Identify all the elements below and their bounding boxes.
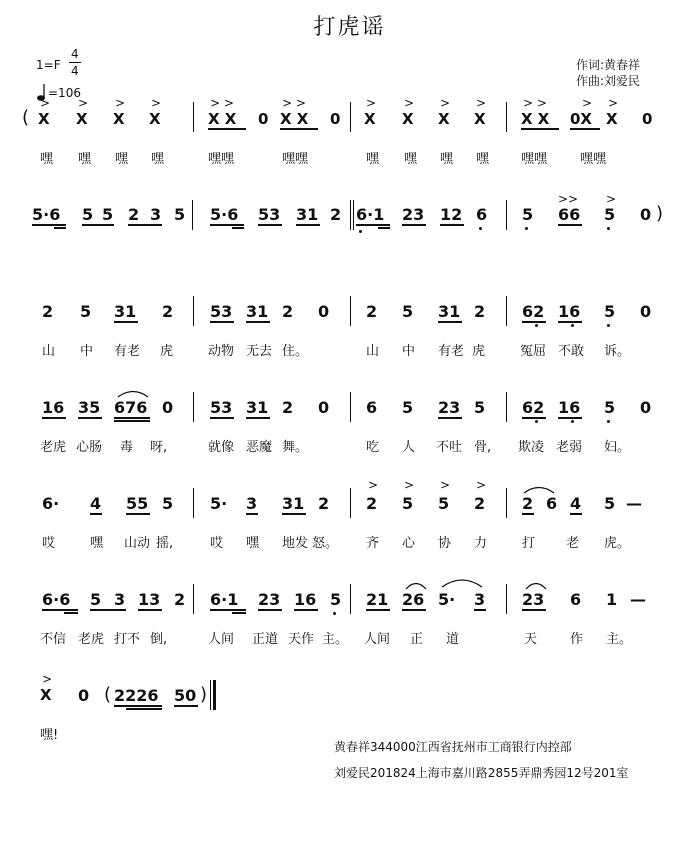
lyric: 哎 bbox=[42, 536, 56, 551]
note: 16 bbox=[42, 398, 65, 417]
lyric: 倒, bbox=[150, 632, 168, 647]
note: 31 bbox=[296, 205, 319, 224]
slur bbox=[404, 580, 428, 590]
barline bbox=[506, 200, 507, 230]
note: 4 bbox=[570, 494, 582, 513]
underline bbox=[54, 227, 66, 229]
underline bbox=[378, 227, 390, 229]
lyric: 冤屈 bbox=[520, 344, 547, 359]
slur bbox=[524, 580, 548, 590]
underline bbox=[126, 513, 150, 515]
composer-credit: 作曲:刘爱民 bbox=[576, 74, 641, 88]
accent-mark: > bbox=[440, 478, 451, 492]
note: 2 bbox=[128, 205, 140, 224]
note: 5 bbox=[438, 494, 450, 513]
lyric: 协 bbox=[438, 536, 452, 551]
note: 6 bbox=[546, 494, 558, 513]
note: X bbox=[364, 110, 376, 128]
lyric: 嘿嘿 bbox=[521, 152, 548, 167]
rest: 0 bbox=[640, 398, 652, 417]
underline bbox=[438, 417, 462, 419]
accent-mark: > bbox=[366, 96, 377, 110]
underline bbox=[128, 224, 162, 226]
lyric: 老 bbox=[566, 536, 580, 551]
note: 6 bbox=[570, 590, 582, 609]
note: 21 bbox=[366, 590, 389, 609]
barline bbox=[506, 102, 507, 132]
lyric: 嘿 bbox=[40, 152, 54, 167]
note: 6·1 bbox=[356, 205, 385, 224]
lyric: 摇, bbox=[156, 536, 174, 551]
accent-mark: > bbox=[115, 96, 126, 110]
time-signature-bottom: 4 bbox=[71, 64, 79, 78]
underline bbox=[232, 227, 244, 229]
dash: — bbox=[626, 494, 642, 513]
low-octave-dot bbox=[525, 227, 528, 230]
accent-mark: > bbox=[582, 96, 593, 110]
underline bbox=[210, 224, 244, 226]
note: 2 bbox=[174, 590, 186, 609]
low-octave-dot bbox=[571, 420, 574, 423]
lyric: 就像 bbox=[208, 440, 235, 455]
note: 31 bbox=[438, 302, 461, 321]
note: 676 bbox=[114, 398, 148, 417]
lyric: 住。 bbox=[282, 344, 309, 359]
lyric: 老虎 bbox=[40, 440, 67, 455]
lyric: 虎 bbox=[472, 344, 486, 359]
lyric: 老虎 bbox=[78, 632, 105, 647]
lyric: 主。 bbox=[322, 632, 349, 647]
note: X X bbox=[280, 110, 309, 128]
note: X bbox=[402, 110, 414, 128]
note: 5 bbox=[402, 398, 414, 417]
note: 53 bbox=[210, 398, 233, 417]
note: 5 bbox=[330, 590, 342, 609]
note: 2 bbox=[474, 302, 486, 321]
underline bbox=[208, 128, 246, 130]
note: 3 bbox=[474, 590, 486, 609]
accent-mark: > bbox=[404, 478, 415, 492]
barline bbox=[193, 584, 194, 614]
note: 12 bbox=[440, 205, 463, 224]
accent-mark: > > bbox=[210, 96, 234, 110]
underline bbox=[210, 321, 234, 323]
lyric: 山动 bbox=[124, 536, 151, 551]
note: 5·6 bbox=[32, 205, 61, 224]
note: 5 bbox=[522, 205, 534, 224]
lyric: 心 bbox=[402, 536, 416, 551]
song-title: 打虎谣 bbox=[313, 15, 386, 40]
lyric: 老弱 bbox=[556, 440, 583, 455]
note: 53 bbox=[210, 302, 233, 321]
lyric: 恶魔 bbox=[246, 440, 273, 455]
low-octave-dot bbox=[479, 227, 482, 230]
note: X bbox=[38, 110, 50, 128]
underline bbox=[90, 609, 126, 611]
note: 62 bbox=[522, 398, 545, 417]
rest: 0 bbox=[258, 110, 269, 128]
note: 6·1 bbox=[210, 590, 239, 609]
note: 2 bbox=[318, 494, 330, 513]
underline bbox=[138, 609, 162, 611]
accent-mark: > bbox=[476, 478, 487, 492]
note: 55 bbox=[126, 494, 149, 513]
accent-mark: > bbox=[476, 96, 487, 110]
note: 16 bbox=[558, 302, 581, 321]
note: 5 bbox=[90, 590, 102, 609]
note: 5 bbox=[80, 302, 92, 321]
lyric: 嘿嘿 bbox=[208, 152, 235, 167]
low-octave-dot bbox=[607, 420, 610, 423]
barline bbox=[350, 392, 351, 422]
note: 66 bbox=[558, 205, 581, 224]
rest: 0 bbox=[642, 110, 653, 128]
underline bbox=[114, 417, 150, 419]
lyric: 不敢 bbox=[558, 344, 585, 359]
note: 2 bbox=[42, 302, 54, 321]
underline bbox=[522, 321, 546, 323]
note: 5· bbox=[438, 590, 456, 609]
note: X X bbox=[521, 110, 550, 128]
lyric: 嘿 bbox=[440, 152, 454, 167]
underline bbox=[296, 224, 320, 226]
lyric: 动物 bbox=[208, 344, 235, 359]
underline bbox=[258, 609, 282, 611]
lyric: 嘿 bbox=[115, 152, 129, 167]
note: 2 bbox=[366, 494, 378, 513]
underline bbox=[258, 224, 282, 226]
note: 31 bbox=[282, 494, 305, 513]
note: 62 bbox=[522, 302, 545, 321]
note: 2 bbox=[162, 302, 174, 321]
note: 4 bbox=[90, 494, 102, 513]
underline bbox=[366, 609, 390, 611]
underline bbox=[126, 708, 162, 710]
low-octave-dot bbox=[607, 324, 610, 327]
note: 5·6 bbox=[210, 205, 239, 224]
tempo-marking: =106 bbox=[48, 86, 81, 100]
note: 16 bbox=[558, 398, 581, 417]
note: 2 bbox=[282, 302, 294, 321]
underline bbox=[294, 609, 318, 611]
lyric: 人 bbox=[402, 440, 416, 455]
barline bbox=[506, 584, 507, 614]
lyric: 打 bbox=[522, 536, 536, 551]
underline bbox=[521, 128, 559, 130]
accent-mark: > > bbox=[523, 96, 547, 110]
final-barline bbox=[210, 680, 211, 710]
time-signature-line bbox=[69, 62, 81, 63]
lyric: 虎 bbox=[160, 344, 174, 359]
underline bbox=[474, 609, 486, 611]
lyric: 嘿 bbox=[151, 152, 165, 167]
accent-mark: >> bbox=[558, 192, 579, 206]
note: 5 bbox=[82, 205, 94, 224]
note: 6· bbox=[42, 494, 60, 513]
barline bbox=[193, 296, 194, 326]
open-paren: ( bbox=[104, 684, 112, 705]
barline bbox=[353, 200, 354, 230]
lyric: 山 bbox=[366, 344, 380, 359]
underline bbox=[402, 224, 426, 226]
underline bbox=[32, 224, 66, 226]
barline bbox=[506, 392, 507, 422]
underline bbox=[114, 705, 162, 707]
note: 26 bbox=[402, 590, 425, 609]
lyric: 不吐 bbox=[436, 440, 463, 455]
barline bbox=[350, 200, 351, 230]
rest: 0 bbox=[640, 205, 652, 224]
lyric: 嘿 bbox=[366, 152, 380, 167]
underline bbox=[558, 224, 582, 226]
note: X bbox=[76, 110, 88, 128]
lyric: 天作 bbox=[288, 632, 315, 647]
note: X bbox=[438, 110, 450, 128]
underline bbox=[210, 417, 234, 419]
note: 3 bbox=[150, 205, 162, 224]
barline bbox=[193, 488, 194, 518]
rest: 0 bbox=[318, 398, 330, 417]
lyric: 嘿 bbox=[404, 152, 418, 167]
lyric: 舞。 bbox=[282, 440, 309, 455]
lyric: 嘿 bbox=[476, 152, 490, 167]
note: 23 bbox=[258, 590, 281, 609]
underline bbox=[232, 612, 246, 614]
underline bbox=[246, 513, 258, 515]
lyric: 不信 bbox=[40, 632, 67, 647]
underline bbox=[282, 513, 306, 515]
lyric: 毒 bbox=[120, 440, 134, 455]
underline bbox=[64, 612, 78, 614]
note: 6 bbox=[366, 398, 378, 417]
underline bbox=[78, 417, 102, 419]
barline bbox=[193, 102, 194, 132]
tie bbox=[440, 576, 484, 588]
note: X bbox=[149, 110, 161, 128]
note: X bbox=[474, 110, 486, 128]
note: 3 bbox=[114, 590, 126, 609]
slur bbox=[522, 484, 556, 494]
rest: 0 bbox=[78, 686, 90, 705]
note: 5 bbox=[604, 302, 616, 321]
lyric: 吃 bbox=[366, 440, 380, 455]
time-signature-top: 4 bbox=[71, 47, 79, 61]
underline bbox=[114, 321, 138, 323]
note: 53 bbox=[258, 205, 281, 224]
lyric: 中 bbox=[402, 344, 416, 359]
lyric: 力 bbox=[474, 536, 488, 551]
low-octave-dot bbox=[535, 324, 538, 327]
lyric: 呀, bbox=[150, 440, 168, 455]
lyric: 无去 bbox=[246, 344, 273, 359]
lyric: 打不 bbox=[114, 632, 141, 647]
accent-mark: > bbox=[608, 96, 619, 110]
note: 5 bbox=[102, 205, 114, 224]
accent-mark: > bbox=[368, 478, 379, 492]
underline bbox=[280, 128, 318, 130]
underline bbox=[522, 513, 534, 515]
note: 5 bbox=[162, 494, 174, 513]
lyric: 正 bbox=[410, 632, 424, 647]
note: 31 bbox=[246, 302, 269, 321]
lyric: 嘿! bbox=[40, 728, 59, 743]
underline bbox=[522, 417, 546, 419]
note: 5· bbox=[210, 494, 228, 513]
underline bbox=[558, 321, 582, 323]
underline bbox=[42, 417, 66, 419]
dash: — bbox=[630, 590, 646, 609]
note: 5 bbox=[402, 494, 414, 513]
lyric: 正道 bbox=[252, 632, 279, 647]
lyric: 天 bbox=[524, 632, 538, 647]
note: 2 bbox=[330, 205, 342, 224]
barline bbox=[193, 392, 194, 422]
accent-mark: > bbox=[404, 96, 415, 110]
note: 23 bbox=[402, 205, 425, 224]
lyric: 嘿 bbox=[246, 536, 260, 551]
accent-mark: > bbox=[78, 96, 89, 110]
lyricist-credit: 作词:黄春祥 bbox=[576, 58, 641, 72]
low-octave-dot bbox=[571, 324, 574, 327]
note: 5 bbox=[604, 398, 616, 417]
underline bbox=[210, 609, 246, 611]
barline bbox=[192, 200, 193, 230]
note: 2 bbox=[522, 494, 534, 513]
lyric: 有老 bbox=[114, 344, 141, 359]
low-octave-dot bbox=[333, 612, 336, 615]
note: 1 bbox=[606, 590, 618, 609]
underline bbox=[440, 224, 464, 226]
note: 5 bbox=[402, 302, 414, 321]
note: 23 bbox=[522, 590, 545, 609]
barline bbox=[350, 488, 351, 518]
open-paren: ( bbox=[22, 107, 30, 128]
lyric: 嘿嘿 bbox=[580, 152, 607, 167]
note: 2 bbox=[474, 494, 486, 513]
close-paren: ) bbox=[200, 684, 208, 705]
footer-address-2: 刘爱民201824上海市嘉川路2855弄鼎秀园12号201室 bbox=[334, 766, 629, 780]
lyric: 诉。 bbox=[604, 344, 631, 359]
note: 5 bbox=[604, 494, 616, 513]
accent-mark: > > bbox=[282, 96, 306, 110]
key-signature: 1=F bbox=[36, 58, 61, 72]
lyric: 人间 bbox=[364, 632, 391, 647]
lyric: 嘿嘿 bbox=[282, 152, 309, 167]
underline bbox=[114, 420, 150, 422]
note: 2 bbox=[282, 398, 294, 417]
accent-mark: > bbox=[151, 96, 162, 110]
note: X X bbox=[208, 110, 237, 128]
note: 31 bbox=[114, 302, 137, 321]
accent-mark: > bbox=[42, 672, 53, 686]
underline bbox=[82, 224, 114, 226]
rest: 0 bbox=[330, 110, 341, 128]
underline bbox=[570, 513, 582, 515]
lyric: 地发 bbox=[282, 536, 309, 551]
rest: 0 bbox=[162, 398, 174, 417]
note: 5 bbox=[474, 398, 486, 417]
rest: 0 bbox=[318, 302, 330, 321]
underline bbox=[438, 321, 462, 323]
barline bbox=[506, 488, 507, 518]
note: 2 bbox=[366, 302, 378, 321]
barline bbox=[506, 296, 507, 326]
note: 6·6 bbox=[42, 590, 71, 609]
low-octave-dot bbox=[607, 227, 610, 230]
lyric: 主。 bbox=[606, 632, 633, 647]
lyric: 心肠 bbox=[76, 440, 103, 455]
lyric: 虎。 bbox=[604, 536, 631, 551]
note: 16 bbox=[294, 590, 317, 609]
rest: 0 bbox=[640, 302, 652, 321]
close-paren: ) bbox=[656, 203, 664, 224]
underline bbox=[402, 609, 426, 611]
note: X bbox=[606, 110, 618, 128]
lyric: 作 bbox=[570, 632, 584, 647]
lyric: 人间 bbox=[208, 632, 235, 647]
lyric: 山 bbox=[42, 344, 56, 359]
underline bbox=[246, 321, 270, 323]
note: 5 bbox=[604, 205, 616, 224]
note: 0X bbox=[570, 110, 593, 128]
note: 3 bbox=[246, 494, 258, 513]
slur bbox=[116, 388, 150, 398]
underline bbox=[356, 224, 390, 226]
lyric: 怒。 bbox=[312, 536, 339, 551]
final-barline bbox=[213, 680, 216, 710]
lyric: 哎 bbox=[210, 536, 224, 551]
note: X bbox=[40, 686, 52, 704]
note: X bbox=[113, 110, 125, 128]
lyric: 嘿 bbox=[90, 536, 104, 551]
accent-mark: > bbox=[440, 96, 451, 110]
underline bbox=[246, 417, 270, 419]
lyric: 骨, bbox=[474, 440, 492, 455]
lyric: 嘿 bbox=[78, 152, 92, 167]
lyric: 有老 bbox=[438, 344, 465, 359]
footer-address-1: 黄春祥344000江西省抚州市工商银行内控部 bbox=[334, 740, 572, 754]
low-octave-dot bbox=[359, 230, 362, 233]
lyric: 中 bbox=[80, 344, 94, 359]
note: 6 bbox=[476, 205, 488, 224]
note: 23 bbox=[438, 398, 461, 417]
note: 2226 bbox=[114, 686, 159, 705]
note: 13 bbox=[138, 590, 161, 609]
underline bbox=[174, 705, 198, 707]
lyric: 道 bbox=[446, 632, 460, 647]
underline bbox=[90, 513, 102, 515]
barline bbox=[350, 102, 351, 132]
note: 35 bbox=[78, 398, 101, 417]
underline bbox=[522, 609, 546, 611]
accent-mark: > bbox=[606, 192, 617, 206]
note: 50 bbox=[174, 686, 197, 705]
underline bbox=[42, 609, 78, 611]
underline bbox=[570, 128, 600, 130]
note: 5 bbox=[174, 205, 186, 224]
barline bbox=[350, 584, 351, 614]
accent-mark: > bbox=[40, 96, 51, 110]
lyric: 欺凌 bbox=[518, 440, 545, 455]
barline bbox=[350, 296, 351, 326]
low-octave-dot bbox=[535, 420, 538, 423]
lyric: 妇。 bbox=[604, 440, 631, 455]
note: 31 bbox=[246, 398, 269, 417]
underline bbox=[558, 417, 582, 419]
lyric: 齐 bbox=[366, 536, 380, 551]
